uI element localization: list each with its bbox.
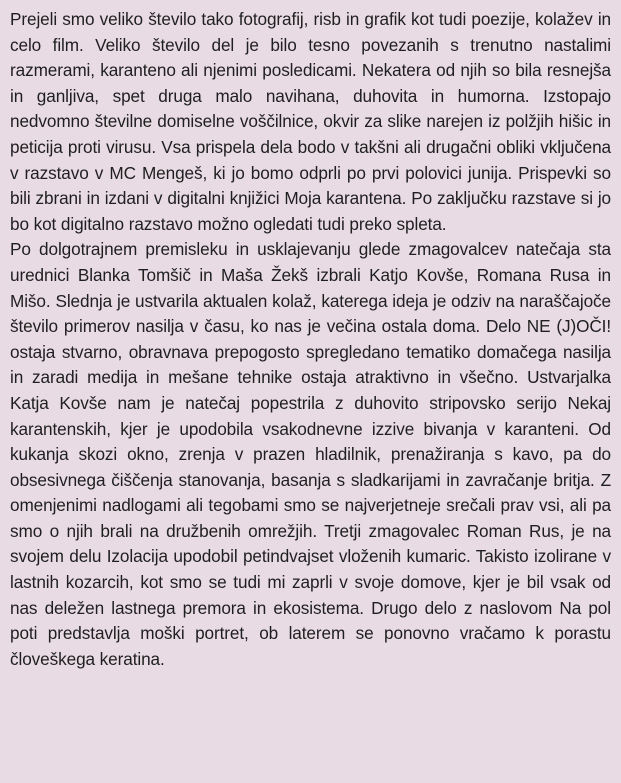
article-paragraph-1: Prejeli smo veliko število tako fotografij, risb in grafik kot tudi poezije, kolažev in celo film. Veliko število del je bilo tesno povezanih s trenutno nastalimi razmerami, karanteno ali njenimi posledicami. Nekatera od njih so bila resnejša in ganljiva, spet druga malo navihana, duhovita in humorna. Izstopajo nedvomno številne domiselne voščilnice, okvir za slike narejen iz polžjih hišic in peticija proti virusu. Vsa prispela dela bodo v takšni ali drugačni obliki vključena v razstavo v MC Mengeš, ki jo bomo odprli po prvi polovici junija. Prispevki so bili zbrani in izdani v digitalni knjižici Moja karantena. Po zaključku razstave si jo bo kot digitalno razstavo možno ogledati tudi preko spleta.	[10, 9, 611, 234]
article-body	[10, 7, 611, 672]
article-paragraph-2: Po dolgotrajnem premisleku in usklajevanju glede zmagovalcev natečaja sta urednici Blanka Tomšič in Maša Žekš izbrali Katjo Kovše, Romana Rusa in Mišo. Slednja je ustvarila aktualen kolaž, katerega ideja je odziv na naraščajoče število primerov nasilja v času, ko nas je večina ostala doma. Delo NE (J)OČI! ostaja stvarno, obravnava prepogosto spregledano tematiko domačega nasilja in zaradi medija in mešane tehnike ostaja atraktivno in všečno. Ustvarjalka Katja Kovše nam je natečaj popestrila z duhovito stripovsko serijo Nekaj karantenskih, kjer je upodobila vsakodnevne izzive bivanja v karanteni. Od kukanja skozi okno, zrenja v prazen hladilnik, prenažiranja s kavo, pa do obsesivnega čiščenja stanovanja, basanja s sladkarijami in zavračanje britja. Z omenjenimi nadlogami ali tegobami smo se najverjetneje srečali prav vsi, ali pa smo o njih brali na družbenih omrežjih. Tretji zmagovalec Roman Rus, je na svojem delu Izolacija upodobil petindvajset vloženih kumaric. Takisto izolirane v lastnih kozarcih, kot smo se tudi mi zaprli v svoje domove, kjer je bil vsak od nas deležen lastnega premora in ekosistema. Drugo delo z naslovom Na pol poti predstavlja moški portret, ob laterem se ponovno vračamo k porastu človeškega keratina.	[10, 239, 611, 669]
